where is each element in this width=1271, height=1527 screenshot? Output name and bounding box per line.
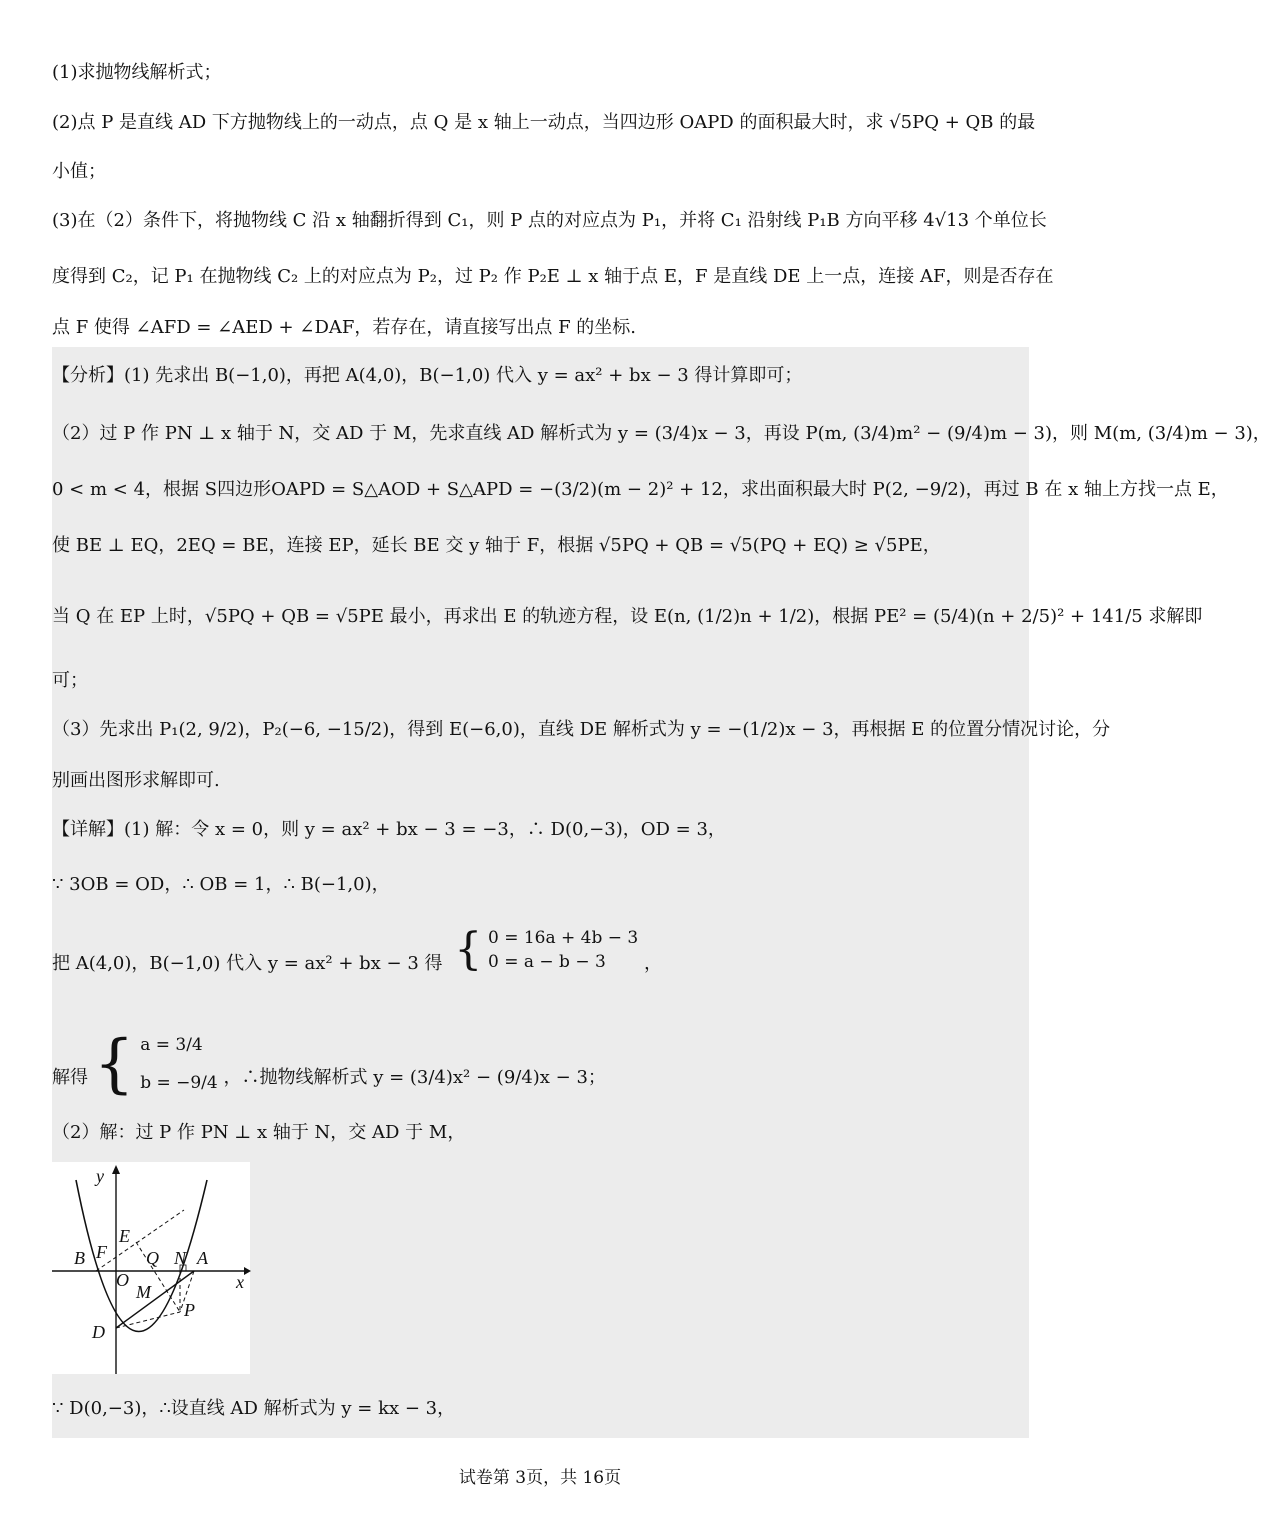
page-footer: 试卷第 3页，共 16页 [458, 1468, 622, 1488]
equation-system-2 [94, 1026, 218, 1102]
label-q: Q [146, 1248, 159, 1268]
solution-4-prefix: 解得 [52, 1067, 88, 1088]
equation-row-2: 0 = a − b − 3 [487, 952, 606, 972]
equation-system-1 [454, 926, 638, 974]
equation-row-1: 0 = 16a + 4b − 3 [487, 928, 639, 948]
label-p: P [184, 1300, 195, 1320]
question-3-line-3: 点 F 使得 ∠AFD = ∠AED + ∠DAF，若存在，请直接写出点 F 的坐标. [52, 317, 637, 338]
solution-3 [52, 924, 662, 988]
value-b: b = −9/4 [140, 1073, 218, 1093]
label-y: y [96, 1166, 104, 1186]
solution-3-prefix: 把 A(4,0)，B(−1,0) 代入 y = ax² + bx − 3 得 [52, 953, 443, 974]
analysis-3-line-2: 别画出图形求解即可. [52, 770, 220, 791]
question-2-line-2: 小值； [52, 161, 106, 182]
analysis-2-line-5: 可； [52, 670, 88, 691]
solution-5: （2）解：过 P 作 PN ⊥ x 轴于 N，交 AD 于 M， [52, 1122, 466, 1143]
solution-1: 【详解】(1) 解：令 x = 0，则 y = ax² + bx − 3 = −3，∴ D(0,−3)，OD = 3， [52, 819, 726, 840]
question-3-line-1: (3)在（2）条件下，将抛物线 C 沿 x 轴翻折得到 C₁，则 P 点的对应点为 P₁，并将 C₁ 沿射线 P₁B 方向平移 4√13 个单位长 [52, 210, 1047, 231]
brace-2: { [93, 1027, 135, 1101]
equation-system-1-rows [488, 926, 638, 974]
question-3-line-2: 度得到 C₂，记 P₁ 在抛物线 C₂ 上的对应点为 P₂，过 P₂ 作 P₂E ⊥ x 轴于点 E，F 是直线 DE 上一点，连接 AF，则是否存在 [52, 266, 1054, 287]
solution-4-suffix: ，∴抛物线解析式 y = (3/4)x² − (9/4)x − 3； [223, 1067, 606, 1088]
label-d: D [92, 1322, 105, 1342]
label-e: E [119, 1226, 130, 1246]
y-axis-arrow [112, 1165, 120, 1174]
label-x: x [236, 1272, 244, 1292]
analysis-3-line-1: （3）先求出 P₁(2, 9/2)，P₂(−6, −15/2)，得到 E(−6,0)，直线 DE 解析式为 y = −(1/2)x − 3，再根据 E 的位置分情况讨论，分 [52, 719, 1111, 740]
label-b: B [74, 1248, 85, 1268]
line-be-extended [96, 1210, 184, 1271]
analysis-2-line-4: 当 Q 在 EP 上时，√5PQ + QB = √5PE 最小，再求出 E 的轨迹方程，设 E(n, (1/2)n + 1/2)，根据 PE² = (5/4)(n + 2/5)² + 141/5 求解即 [52, 606, 1203, 627]
label-n: N [174, 1248, 187, 1268]
line-dp [116, 1312, 180, 1328]
analysis-2-line-3: 使 BE ⊥ EQ，2EQ = BE，连接 EP，延长 BE 交 y 轴于 F，根据 √5PQ + QB = √5(PQ + EQ) ≥ √5PE， [52, 535, 941, 556]
brace-1: { [454, 924, 483, 975]
x-axis-arrow [244, 1267, 251, 1275]
parabola-figure [52, 1162, 250, 1374]
solution-2: ∵ 3OB = OD，∴ OB = 1，∴ B(−1,0)， [52, 874, 390, 895]
analysis-1: 【分析】(1) 先求出 B(−1,0)，再把 A(4,0)，B(−1,0) 代入 y = ax² + bx − 3 得计算即可； [52, 365, 803, 386]
question-1: (1)求抛物线解析式； [52, 62, 222, 83]
analysis-2-line-1: （2）过 P 作 PN ⊥ x 轴于 N，交 AD 于 M，先求直线 AD 解析式为 y = (3/4)x − 3，再设 P(m, (3/4)m² − (9/4)m − 3)，则 M(m, (3/4)m − 3)， [52, 423, 1271, 444]
question-2-line-1: (2)点 P 是直线 AD 下方抛物线上的一动点，点 Q 是 x 轴上一动点，当四边形 OAPD 的面积最大时，求 √5PQ + QB 的最 [52, 112, 1036, 133]
label-f: F [96, 1242, 107, 1262]
parabola-figure-svg [52, 1162, 250, 1374]
solution-3-suffix: ， [643, 953, 662, 974]
label-o: O [116, 1270, 129, 1290]
label-a: A [197, 1248, 208, 1268]
equation-system-2-rows [140, 1026, 218, 1102]
solution-6: ∵ D(0,−3)，∴设直线 AD 解析式为 y = kx − 3， [52, 1398, 456, 1419]
value-a: a = 3/4 [140, 1035, 203, 1055]
solution-4 [52, 1027, 606, 1116]
analysis-2-line-2: 0 < m < 4，根据 S四边形OAPD = S△AOD + S△APD = −(3/2)(m − 2)² + 12，求出面积最大时 P(2, −9/2)，再过 B 在 x 轴上方找一点 E， [52, 479, 1229, 500]
label-m: M [136, 1282, 151, 1302]
